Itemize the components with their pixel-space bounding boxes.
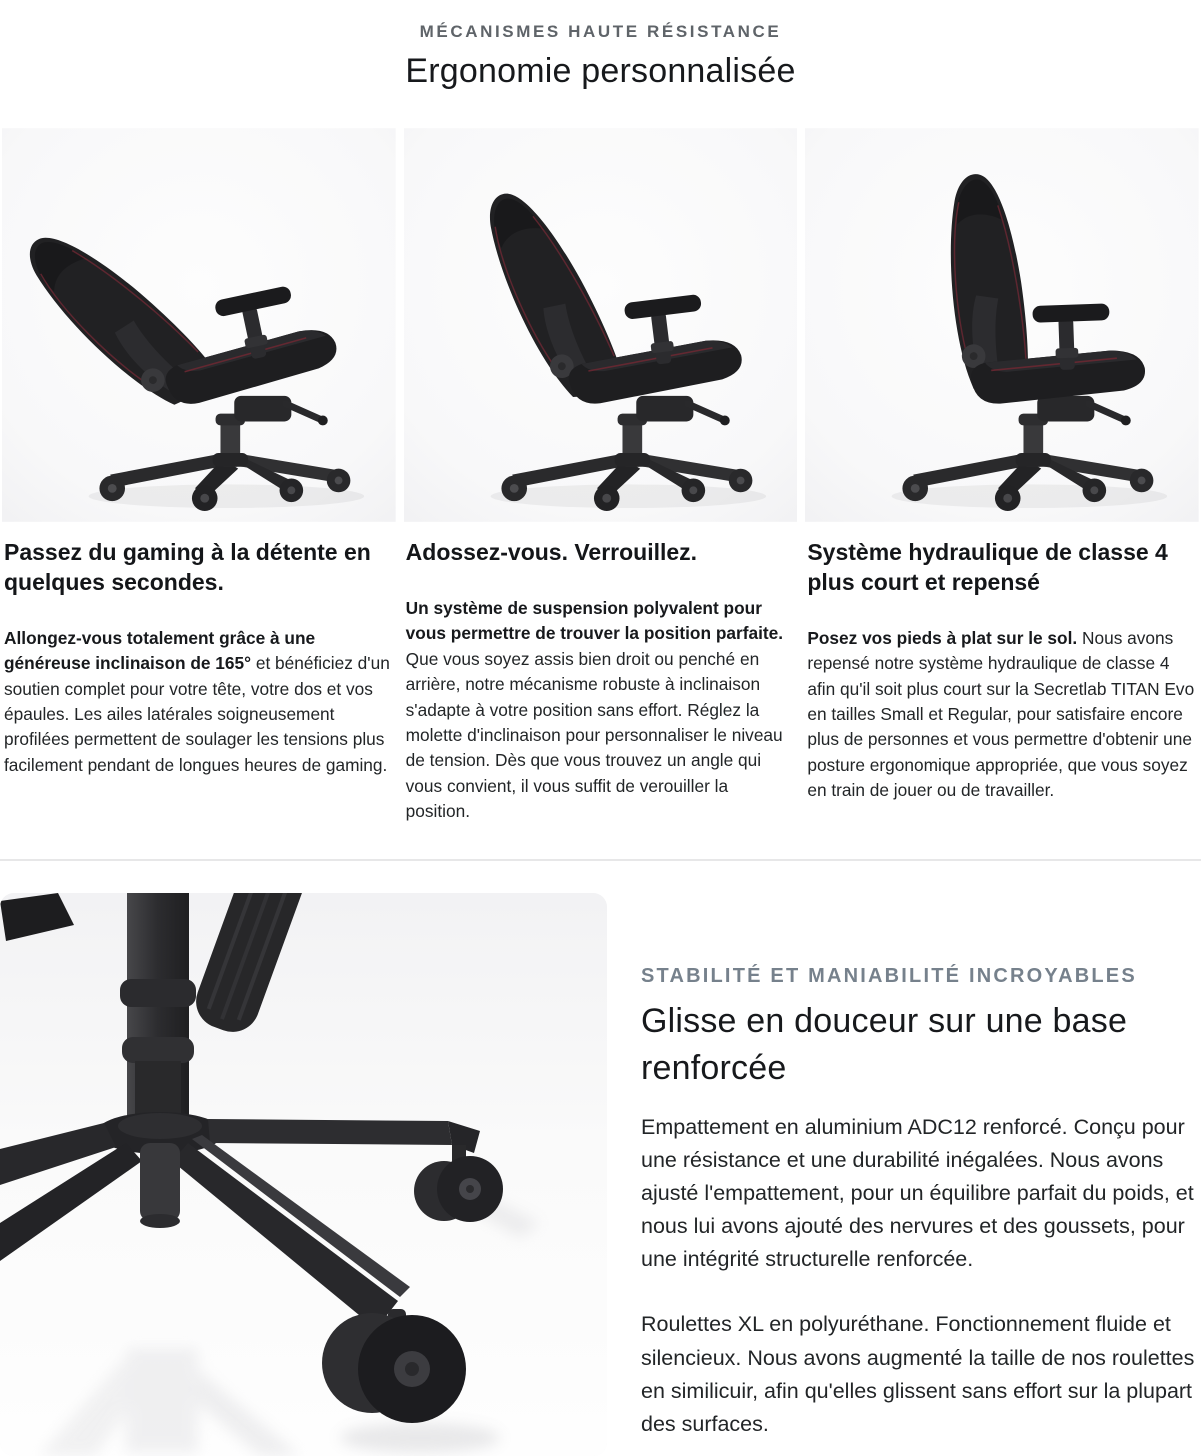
feature-body: Un système de suspension polyvalent pour vous permettre de trouver la position parfaite. Que vous soyez assis bien droit ou penché en arrière, notre mécanisme robuste à inclinaison s'adapte à votre position sans effort. Réglez la molette d'inclinaison pour personnaliser le niveau de tension. Dès que vous trouvez un angle qui vous convient, il vous suffit de verouiller la position. xyxy=(405,597,784,822)
feature-heading: Adossez-vous. Verrouillez. xyxy=(405,539,698,565)
chair-upright-photo xyxy=(805,125,1199,525)
feature-heading: Passez du gaming à la détente en quelques secondes. xyxy=(4,539,371,595)
section-title: Ergonomie personnalisée xyxy=(405,52,796,90)
feature-lead: Posez vos pieds à plat sur le sol. xyxy=(807,627,1078,648)
section-divider xyxy=(0,859,1201,861)
feature-lead: Allongez-vous totalement grâce à une généreuse inclinaison de 165° xyxy=(4,627,316,674)
feature-column-hydraulics xyxy=(805,125,1199,825)
wheelbase-closeup-photo xyxy=(0,893,607,1456)
stability-section xyxy=(0,893,1201,1456)
stability-text-block xyxy=(641,893,1197,1456)
stability-paragraph: Empattement en aluminium ADC12 renforcé. Conçu pour une résistance et une durabilité inégalées. Nous avons ajusté l'empattement, pour un équilibre parfait du poids, et nous lui avons ajouté des nervures et des goussets, pour une intégrité structurelle renforcée. xyxy=(641,1114,1194,1272)
stability-paragraph: Roulettes XL en polyuréthane. Fonctionnement fluide et silencieux. Nous avons augmenté la taille de nos roulettes en similicuir, afin qu'elles glissent sans effort sur la plupart des surfaces. xyxy=(641,1312,1195,1436)
feature-column-recline xyxy=(2,125,396,825)
section-eyebrow: STABILITÉ ET MANIABILITÉ INCROYABLES xyxy=(641,964,1137,987)
feature-body: Allongez-vous totalement grâce à une généreuse inclinaison de 165° et bénéficiez d'un soutien complet pour votre tête, votre dos et vos épaules. Les ailes latérales soigneusement profilées permettent de soulager les tensions plus facilement pendant de longues heures de gaming. xyxy=(4,627,390,775)
feature-body: Posez vos pieds à plat sur le sol. Nous avons repensé notre système hydraulique de classe 4 afin qu'il soit plus court sur la Secretlab TITAN Evo en tailles Small et Regular, pour satisfaire encore plus de personnes et vous permettre d'obtenir une posture ergonomique appropriée, que vous soyez en train de jouer ou de travailler. xyxy=(807,627,1195,801)
section-title: Glisse en douceur sur une base renforcée xyxy=(641,1001,1128,1088)
feature-column-tilt-lock xyxy=(404,125,798,825)
chair-mid-recline-photo xyxy=(404,125,798,525)
feature-heading: Système hydraulique de classe 4 plus court et repensé xyxy=(807,539,1168,595)
feature-lead: Un système de suspension polyvalent pour vous permettre de trouver la position parfaite. xyxy=(405,597,784,644)
section-eyebrow: MÉCANISMES HAUTE RÉSISTANCE xyxy=(419,22,782,41)
wheelbase-illustration xyxy=(0,893,607,1456)
chair-reclined-165-photo xyxy=(2,125,396,525)
feature-columns xyxy=(0,125,1201,825)
